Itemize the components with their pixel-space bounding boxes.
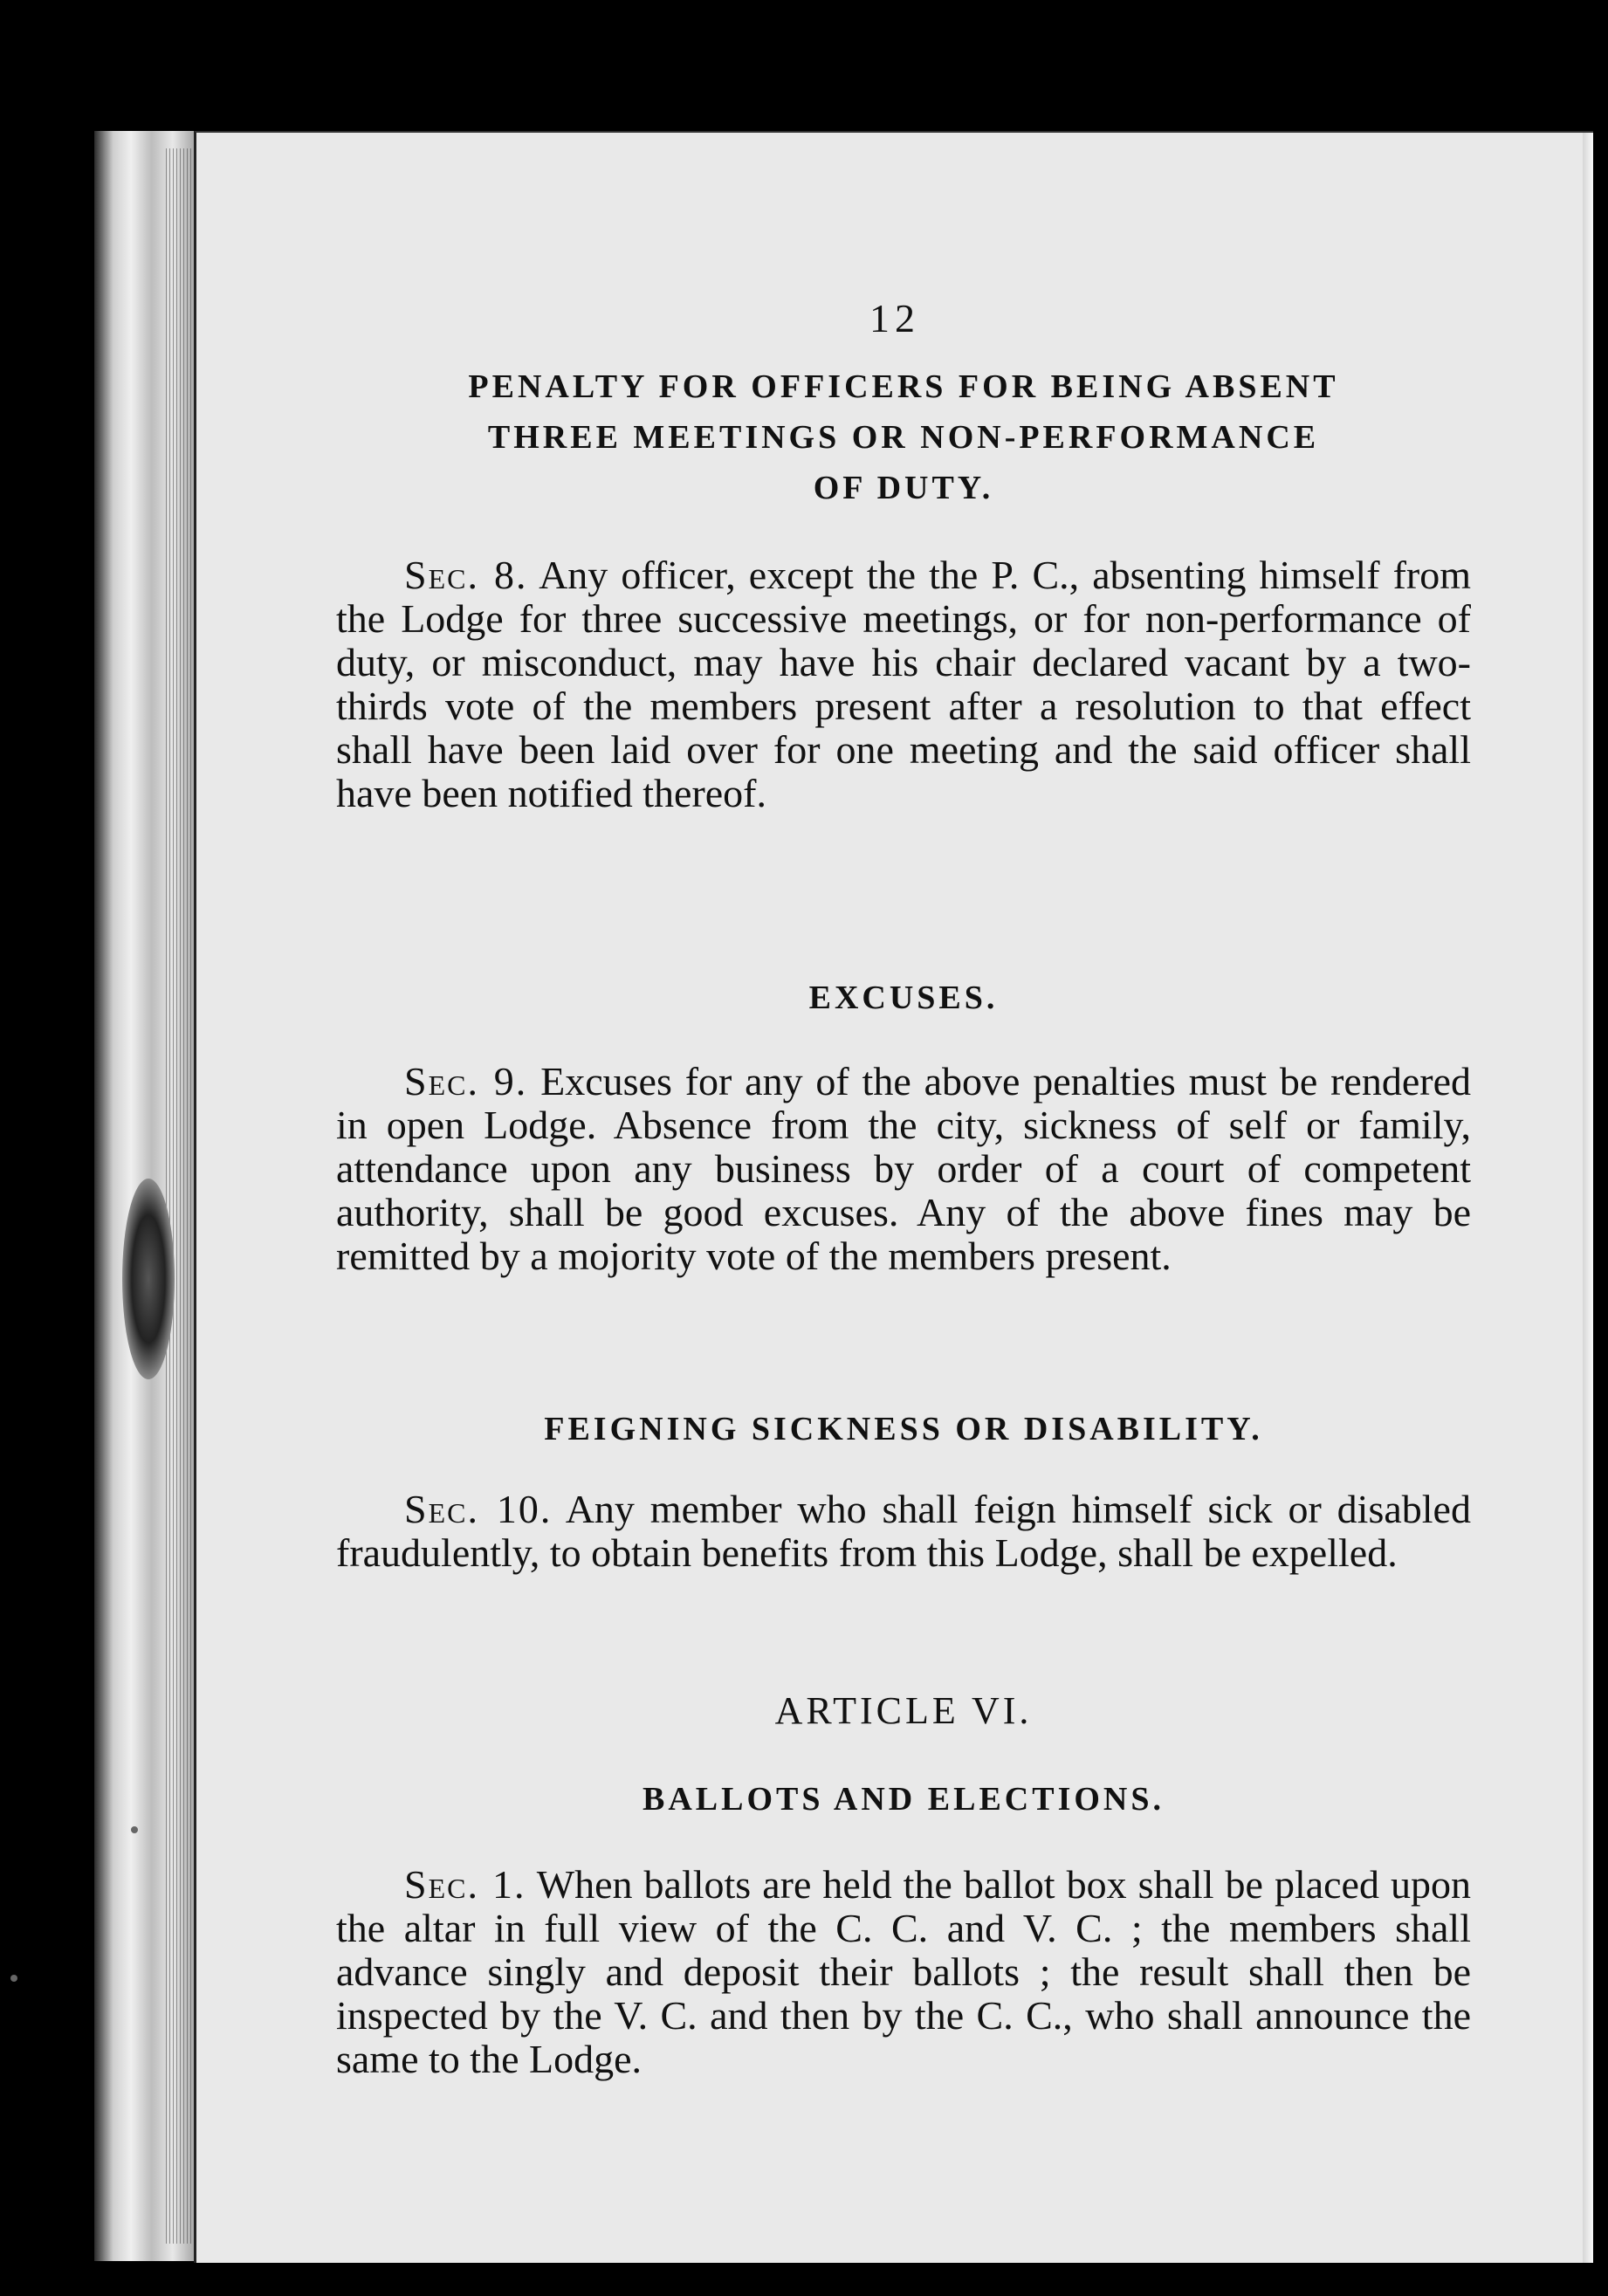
- scan-speck: [131, 1826, 138, 1833]
- sec-label: Sec. 10.: [404, 1487, 553, 1531]
- heading-line: FEIGNING SICKNESS OR DISABILITY.: [544, 1411, 1263, 1447]
- page-edge-lines: [166, 148, 192, 2244]
- page-number: 12: [869, 296, 920, 340]
- heading-line: EXCUSES.: [808, 980, 999, 1016]
- section-8-paragraph: [336, 553, 1471, 815]
- section-heading-excuses: [336, 973, 1471, 1023]
- section-9-paragraph: [336, 1060, 1471, 1278]
- book-page: [194, 131, 1593, 2263]
- sec-label: Sec. 8.: [404, 553, 528, 597]
- article-section-1-paragraph: [336, 1863, 1471, 2081]
- heading-line: PENALTY FOR OFFICERS FOR BEING ABSENT: [468, 368, 1339, 405]
- paragraph: [336, 1488, 1471, 1575]
- paragraph-body: Any member who shall feign himself sick or disabled fraudulently, to obtain benefits from this Lodge, shall be expelled.: [336, 1487, 1471, 1575]
- sec-label: Sec. 1.: [404, 1862, 526, 1907]
- section-10-paragraph: [336, 1488, 1471, 1575]
- article-title: ARTICLE VI.: [774, 1689, 1033, 1732]
- sec-label: Sec. 9.: [404, 1059, 528, 1103]
- paragraph: [336, 553, 1471, 815]
- paragraph-body: When ballots are held the ballot box shall be placed upon the altar in full view of the C. C. and V. C. ; the members shall advance singly and deposit their ballots ; the result shall then be inspected by the V. C. and then by the C. C., who shall announce the same to the Lodge.: [336, 1862, 1471, 2081]
- section-heading-penalty: [336, 361, 1471, 513]
- paragraph-body: Any officer, except the the P. C., absenting himself from the Lodge for three successive meetings, or for non-performance of duty, or misconduct, may have his chair declared vacant by a two-thirds vote of the members present after a resolution to that effect shall have been laid over for one meeting and the said officer shall have been notified thereof.: [336, 553, 1472, 815]
- paragraph: [336, 1863, 1471, 2081]
- heading-line: BALLOTS AND ELECTIONS.: [643, 1781, 1165, 1818]
- binding-clasp: [122, 1179, 175, 1379]
- paragraph: [336, 1060, 1471, 1278]
- heading-line: OF DUTY.: [813, 470, 994, 506]
- section-heading-feigning: [336, 1404, 1471, 1454]
- heading-line: THREE MEETINGS OR NON-PERFORMANCE: [487, 419, 1320, 456]
- article-heading: [336, 1774, 1471, 1825]
- page-right-shadow: [1583, 133, 1593, 2263]
- scan-speck: [10, 1975, 17, 1982]
- paragraph-body: Excuses for any of the above penalties must be rendered in open Lodge. Absence from the city, sickness of self or family, attendance upon any business by order of a court of competent authority, shall be good excuses. Any of the above fines may be remitted by a mojority vote of the members present.: [336, 1059, 1471, 1278]
